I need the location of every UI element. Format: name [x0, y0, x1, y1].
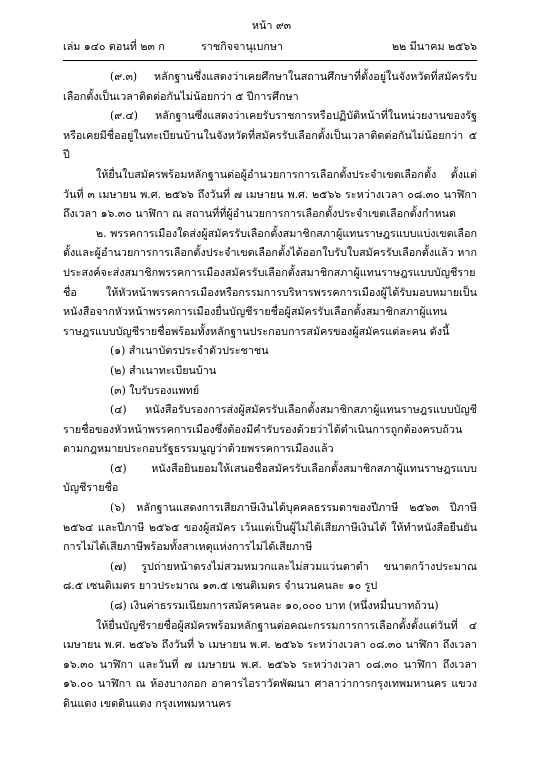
document-body — [63, 67, 477, 714]
page-number: หน้า ๙๓ — [251, 19, 292, 32]
gazette-name: ราชกิจจานุเบกษา — [201, 40, 284, 53]
list-item-1: (๑) สำเนาบัตรประจำตัวประชาชน — [110, 344, 269, 358]
clause-9-3: (๙.๓) หลักฐานซึ่งแสดงว่าเคยศึกษาในสถานศึกษาที่ตั้งอยู่ในจังหวัดที่สมัครรับเลือกตั้งเป็นเวลาติดต่อกันไม่น้อยกว่า ๕ ปีการศึกษา — [63, 70, 477, 103]
clause-9-4: (๙.๔) หลักฐานซึ่งแสดงว่าเคยรับราชการหรือปฏิบัติหน้าที่ในหน่วยงานของรัฐหรือเคยมีชื่ออยู่ในทะเบียนบ้านในจังหวัดที่สมัครรับเลือกตั้งเป็นเวลาติดต่อกันไม่น้อยกว่า ๕ ปี — [63, 109, 477, 162]
list-item-4: (๔) หนังสือรับรองการส่งผู้สมัครรับเลือกตั้งสมาชิกสภาผู้แทนราษฎรแบบบัญชีรายชื่อของหัวหน้าพรรคการเมืองซึ่งต้องมีคำรับรองด้วยว่าได้ดำเนินการถูกต้องครบถ้วนตามกฎหมายประกอบรัฐธรรมนูญว่าด้วยพรรคการเมืองแล้ว — [63, 403, 477, 456]
header-rule — [63, 60, 477, 61]
section-2-paragraph: ๒. พรรคการเมืองใดส่งผู้สมัครรับเลือกตั้งสมาชิกสภาผู้แทนราษฎรแบบแบ่งเขตเลือกตั้งและผู้อำนวยการการเลือกตั้งประจำเขตเลือกตั้งได้ออกใบรับใบสมัครรับเลือกตั้งแล้ว หากประสงค์จะส่งสมาชิกพรรคการเมืองสมัครรับเลือกตั้งสมาชิกสภาผู้แทนราษฎรแบบบัญชีรายชื่อ ให้หัวหน้าพรรคการเมืองหรือกรรมการบริหารพรรคการเมืองผู้ได้รับมอบหมายเป็นหนังสือจากหัวหน้าพรรคการเมืองยื่นบัญชีรายชื่อผู้สมัครรับเลือกตั้งสมาชิกสภาผู้แทนราษฎรแบบบัญชีรายชื่อพร้อมทั้งหลักฐานประกอบการสมัครของผู้สมัครแต่ละคน ดังนี้ — [63, 226, 477, 338]
gazette-header — [63, 37, 477, 57]
list-item-6: (๖) หลักฐานแสดงการเสียภาษีเงินได้บุคคลธรรมดาของปีภาษี ๒๕๖๓ ปีภาษี ๒๕๖๔ และปีภาษี ๒๕๖๕ ของผู้สมัคร เว้นแต่เป็นผู้ไม่ได้เสียภาษีเงินได้ ให้ทำหนังสือยืนยันการไม่ได้เสียภาษีพร้อมทั้งสาเหตุแห่งการไม่ได้เสียภาษี — [63, 501, 477, 554]
list-item-3: (๓) ใบรับรองแพทย์ — [110, 383, 200, 397]
list-item-2: (๒) สำเนาทะเบียนบ้าน — [110, 363, 217, 377]
volume-issue: เล่ม ๑๔๐ ตอนที่ ๒๓ ก — [63, 40, 165, 53]
submission-paragraph: ให้ยื่นใบสมัครพร้อมหลักฐานต่อผู้อำนวยการการเลือกตั้งประจำเขตเลือกตั้ง ตั้งแต่วันที่ ๓ เมษายน พ.ศ. ๒๕๖๖ ถึงวันที่ ๗ เมษายน พ.ศ. ๒๕๖๖ ระหว่างเวลา ๐๘.๓๐ นาฬิกา ถึงเวลา ๑๖.๓๐ นาฬิกา ณ สถานที่ที่ผู้อำนวยการการเลือกตั้งประจำเขตเลือกตั้งกำหนด — [63, 167, 477, 221]
list-item-5: (๕) หนังสือยินยอมให้เสนอชื่อสมัครรับเลือกตั้งสมาชิกสภาผู้แทนราษฎรแบบบัญชีรายชื่อ — [63, 461, 477, 495]
list-item-7: (๗) รูปถ่ายหน้าตรงไม่สวมหมวกและไม่สวมแว่นตาดำ ขนาดกว้างประมาณ ๘.๕ เซนติเมตร ยาวประมาณ ๑๓.๕ เซนติเมตร จำนวนคนละ ๑๐ รูป — [63, 559, 477, 593]
list-submission-paragraph: ให้ยื่นบัญชีรายชื่อผู้สมัครพร้อมหลักฐานต่อคณะกรรมการการเลือกตั้งตั้งแต่วันที่ ๔ เมษายน พ.ศ. ๒๕๖๖ ถึงวันที่ ๖ เมษายน พ.ศ. ๒๕๖๖ ระหว่างเวลา ๐๘.๓๐ นาฬิกา ถึงเวลา ๑๖.๓๐ นาฬิกา และวันที่ ๗ เมษายน พ.ศ. ๒๕๖๖ ระหว่างเวลา ๐๘.๓๐ นาฬิกา ถึงเวลา ๑๖.๐๐ นาฬิกา ณ ห้องบางกอก อาคารไอราวัตพัฒนา ศาลาว่าการกรุงเทพมหานคร แขวงดินแดง เขตดินแดง กรุงเทพมหานคร — [63, 618, 477, 710]
list-item-8: (๘) เงินค่าธรรมเนียมการสมัครคนละ ๑๐,๐๐๐ บาท (หนึ่งหมื่นบาทถ้วน) — [110, 599, 439, 613]
publication-date: ๒๒ มีนาคม ๒๕๖๖ — [392, 40, 477, 53]
